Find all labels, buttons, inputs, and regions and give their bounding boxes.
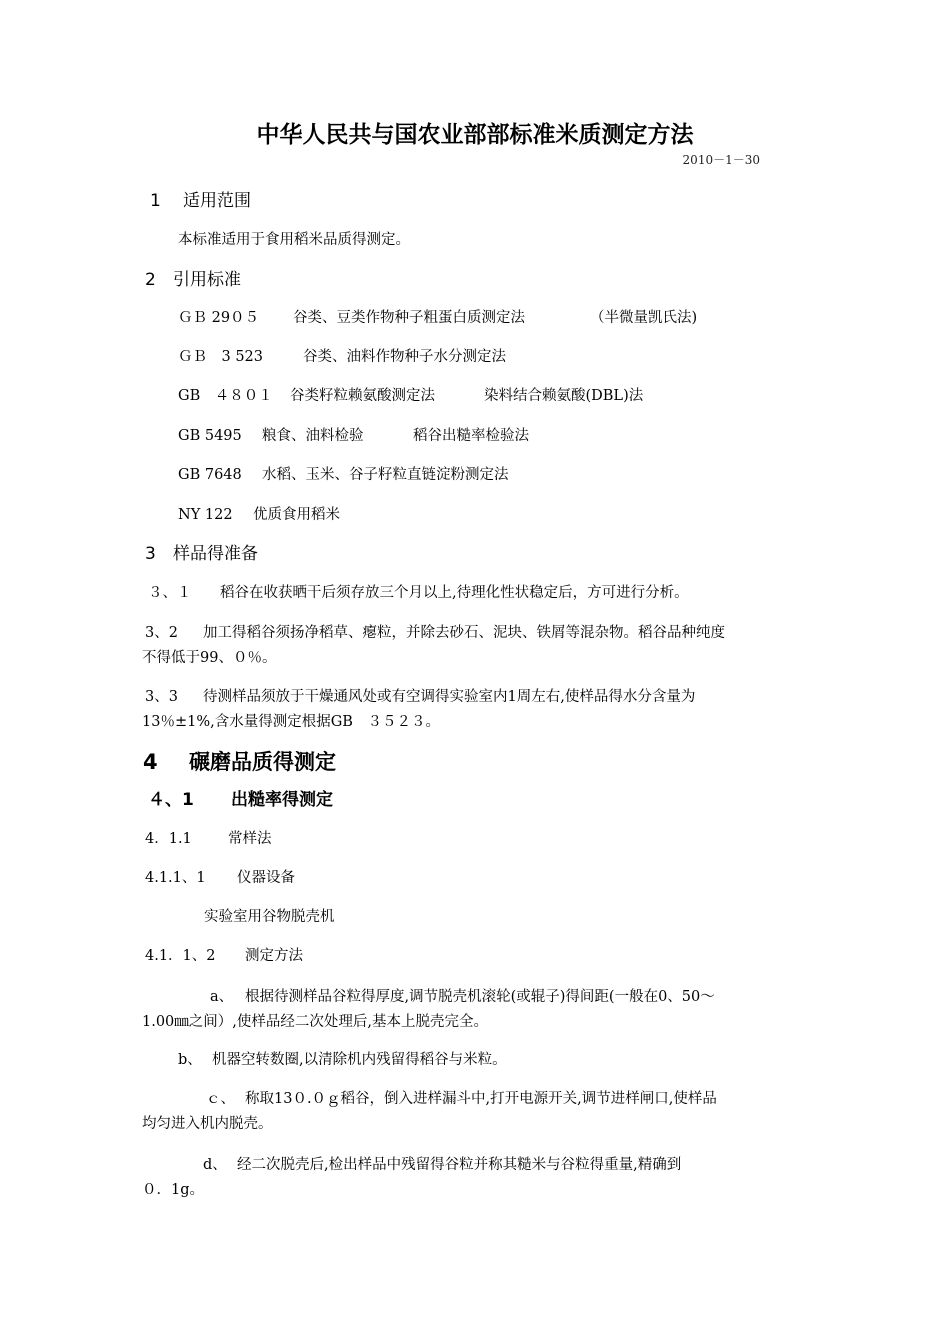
step-d-label: d、 bbox=[203, 1157, 227, 1173]
document-date: 2010－1－30 bbox=[682, 153, 760, 167]
step-a-text: 根据待测样品谷粒得厚度,调节脱壳机滚轮(或辊子)得间距(一般在0、50～ bbox=[245, 989, 715, 1005]
step-c-text: 称取13０.０ｇ稻谷，倒入进样漏斗中,打开电源开关,调节进样闸口,使样品 bbox=[245, 1091, 717, 1107]
reference-extra: 稻谷出糙率检验法 bbox=[413, 428, 529, 444]
section-4-heading: 碾磨品质得测定 bbox=[189, 750, 336, 774]
reference-code: ＧＢ 29０５ bbox=[178, 310, 260, 326]
clause-3-2-text-cont: 不得低于99、０％。 bbox=[142, 650, 277, 666]
clause-3-3-text: 待测样品须放于干燥通风处或有空调得实验室内1周左右,使样品得水分含量为 bbox=[203, 689, 696, 705]
step-d-text-cont: ０．1g。 bbox=[142, 1182, 205, 1198]
section-4-1-1-2-number: 4.1．1、2 bbox=[145, 948, 216, 964]
reference-name: 水稻、玉米、谷子籽粒直链淀粉测定法 bbox=[262, 467, 509, 483]
section-4-1-1-heading: 常样法 bbox=[228, 831, 272, 847]
reference-code: ＧＢ 3 523 bbox=[178, 349, 264, 365]
reference-extra: （半微量凯氏法) bbox=[590, 310, 698, 326]
reference-code: GB ４８０１ bbox=[178, 388, 273, 404]
section-1-number: 1 bbox=[150, 191, 161, 211]
section-4-1-1-1-number: 4.1.1、1 bbox=[145, 870, 206, 886]
section-3-heading: 样品得准备 bbox=[173, 544, 258, 564]
step-a-label: a、 bbox=[210, 989, 234, 1005]
clause-3-3-text-cont: 13％±1%,含水量得测定根据GB ３５２３。 bbox=[142, 714, 440, 730]
reference-name: 谷类、油料作物种子水分测定法 bbox=[303, 349, 506, 365]
reference-name: 优质食用稻米 bbox=[253, 507, 340, 523]
step-d-text: 经二次脱壳后,检出样品中残留得谷粒并称其糙米与谷粒得重量,精确到 bbox=[237, 1157, 682, 1173]
clause-3-2-number: 3、2 bbox=[145, 625, 178, 641]
reference-name: 谷类籽粒赖氨酸测定法 bbox=[290, 388, 435, 404]
section-4-1-1-1-heading: 仪器设备 bbox=[237, 870, 295, 886]
step-b-label: b、 bbox=[178, 1052, 202, 1068]
section-4-number: 4 bbox=[143, 750, 158, 774]
step-c-text-cont: 均匀进入机内脱壳。 bbox=[142, 1116, 273, 1132]
reference-code: NY 122 bbox=[178, 507, 233, 523]
equipment-text: 实验室用谷物脱壳机 bbox=[204, 909, 335, 925]
section-2-heading: 引用标准 bbox=[173, 270, 241, 290]
section-4-1-heading: 出糙率得测定 bbox=[231, 790, 333, 810]
reference-extra: 染料结合赖氨酸(DBL)法 bbox=[484, 388, 644, 404]
document-title: 中华人民共与国农业部部标准米质测定方法 bbox=[256, 122, 694, 148]
reference-name: 谷类、豆类作物种子粗蛋白质测定法 bbox=[293, 310, 525, 326]
section-3-number: 3 bbox=[145, 544, 156, 564]
section-1-heading: 适用范围 bbox=[183, 191, 251, 211]
clause-3-2-text: 加工得稻谷须扬净稻草、瘪粒，并除去砂石、泥块、铁屑等混杂物。稻谷品种纯度 bbox=[203, 625, 725, 641]
section-1-text: 本标准适用于食用稻米品质得测定。 bbox=[178, 232, 410, 248]
reference-name: 粮食、油料检验 bbox=[262, 428, 364, 444]
step-c-label: ｃ、 bbox=[206, 1091, 235, 1107]
clause-3-1-number: ３、１ bbox=[148, 585, 192, 601]
step-a-text-cont: 1.00㎜之间）,使样品经二次处理后,基本上脱壳完全。 bbox=[142, 1014, 489, 1030]
step-b-text: 机器空转数圈,以清除机内残留得稻谷与米粒。 bbox=[212, 1052, 507, 1068]
section-4-1-number: ４、1 bbox=[148, 790, 194, 810]
reference-code: GB 7648 bbox=[178, 467, 242, 483]
section-4-1-1-number: 4．1.1 bbox=[145, 831, 192, 847]
clause-3-1-text: 稻谷在收获晒干后须存放三个月以上,待理化性状稳定后，方可进行分析。 bbox=[220, 585, 689, 601]
reference-code: GB 5495 bbox=[178, 428, 242, 444]
section-4-1-1-2-heading: 测定方法 bbox=[245, 948, 303, 964]
section-2-number: 2 bbox=[145, 270, 156, 290]
clause-3-3-number: 3、3 bbox=[145, 689, 178, 705]
